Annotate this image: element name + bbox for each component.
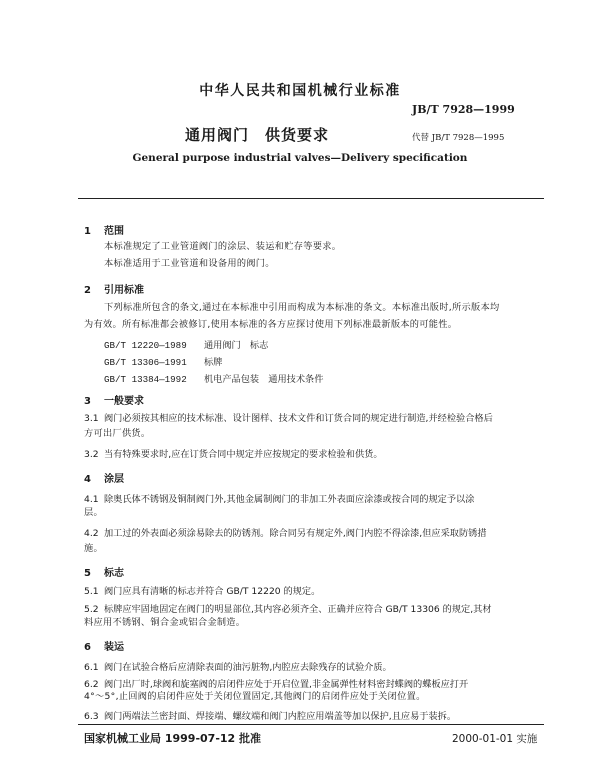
clause-number: 6.3: [84, 711, 99, 722]
paragraph: 本标准适用于工业管道和设备用的阀门。: [104, 258, 275, 269]
paragraph: 为有效。所有标准都会被修订,使用本标准的各方应探讨使用下列标准最新版本的可能性。: [84, 319, 458, 330]
section-heading-coating: [84, 470, 124, 485]
clause: [84, 708, 456, 722]
clause-number: 3.2: [84, 449, 99, 460]
replaces-note: 代替 JB/T 7928—1995: [412, 133, 505, 143]
clause: [84, 601, 492, 615]
section-number: 1: [84, 226, 91, 237]
clause-text: 标牌应牢固地固定在阀门的明显部位,其内容必须齐全、正确并应符合 GB/T 13306 的规定,其材: [104, 604, 492, 615]
section-title: 标志: [104, 568, 124, 579]
reference-name: 机电产品包装 通用技术条件: [204, 374, 324, 385]
clause-number: 4.1: [84, 494, 99, 505]
clause-text: 阀门在试验合格后应清除表面的油污脏物,内腔应去除残存的试验介质。: [104, 662, 392, 673]
clause-text: 阀门出厂时,球阀和旋塞阀的启闭件应处于开启位置,非金属弹性材料密封蝶阀的蝶板应打开: [104, 679, 469, 690]
approval-note: 国家机械工业局 1999-07-12 批准: [84, 732, 262, 745]
clause: [84, 491, 474, 505]
section-heading-marking: [84, 564, 124, 579]
clause-text: 加工过的外表面必须涂易除去的防锈剂。除合同另有规定外,阀门内腔不得涂漆,但应采取防锈措: [104, 528, 487, 539]
section-title: 一般要求: [104, 396, 144, 407]
clause: [84, 410, 493, 424]
reference-code: GB/T 12220—1989: [104, 340, 187, 351]
reference-code: GB/T 13306—1991: [104, 357, 187, 368]
industry-standard-heading: 中华人民共和国机械行业标准: [199, 83, 401, 99]
standard-number: JB/T 7928—1999: [412, 103, 515, 116]
english-title: General purpose industrial valves—Delivery specification: [132, 152, 468, 164]
section-title: 范围: [104, 226, 124, 237]
paragraph: 4°～5°,止回阀的启闭件应处于关闭位置固定,其他阀门的启闭件应处于关闭位置。: [84, 691, 426, 702]
clause-number: 6.1: [84, 662, 99, 673]
clause-text: 阀门必须按其相应的技术标准、设计图样、技术文件和订货合同的规定进行制造,并经检验合格后: [104, 413, 493, 424]
paragraph: 层。: [84, 507, 103, 518]
clause-number: 5.2: [84, 604, 99, 615]
paragraph: 本标准规定了工业管道阀门的涂层、装运和贮存等要求。: [104, 241, 342, 252]
reference-item: [104, 354, 222, 368]
effective-date: 2000-01-01 实施: [452, 733, 538, 745]
paragraph: 下列标准所包含的条文,通过在本标准中引用而构成为本标准的条文。本标准出版时,所示版本均: [104, 302, 500, 313]
paragraph: 方可出厂供货。: [84, 428, 151, 439]
clause-text: 阀门两端法兰密封面、焊接端、螺纹端和阀门内腔应用端盖等加以保护,且应易于装拆。: [104, 711, 457, 722]
clause-text: 当有特殊要求时,应在订货合同中规定并应按规定的要求检验和供货。: [104, 449, 383, 460]
section-number: 2: [84, 285, 91, 296]
reference-item: [104, 371, 323, 385]
section-title: 引用标准: [104, 285, 144, 296]
clause-text: 除奥氏体不锈钢及铜制阀门外,其他金属制阀门的非加工外表面应涂漆或按合同的规定予以涂: [104, 494, 475, 505]
footer-divider: [78, 724, 544, 725]
clause-number: 4.2: [84, 528, 99, 539]
section-title: 涂层: [104, 474, 124, 485]
reference-name: 标牌: [204, 357, 223, 368]
section-number: 3: [84, 396, 91, 407]
clause: [84, 525, 487, 539]
section-heading-shipping: [84, 638, 124, 653]
clause: [84, 659, 392, 673]
header-divider: [78, 198, 544, 199]
section-number: 5: [84, 568, 91, 579]
clause-number: 3.1: [84, 413, 99, 424]
section-heading-scope: [84, 222, 124, 237]
paragraph: 料应用不锈钢、铜合金或铝合金制造。: [84, 617, 246, 628]
reference-item: [104, 337, 268, 351]
reference-name: 通用阀门 标志: [204, 340, 269, 351]
section-heading-references: [84, 281, 144, 296]
document-title: 通用阀门 供货要求: [185, 126, 330, 144]
paragraph: 施。: [84, 543, 103, 554]
clause-text: 阀门应具有清晰的标志并符合 GB/T 12220 的规定。: [104, 586, 321, 597]
section-heading-general-requirements: [84, 392, 144, 407]
clause: [84, 583, 320, 597]
section-title: 装运: [104, 642, 124, 653]
section-number: 6: [84, 642, 91, 653]
section-number: 4: [84, 474, 91, 485]
clause-number: 5.1: [84, 586, 99, 597]
reference-code: GB/T 13384—1992: [104, 374, 187, 385]
clause-number: 6.2: [84, 679, 99, 690]
clause: [84, 446, 383, 460]
